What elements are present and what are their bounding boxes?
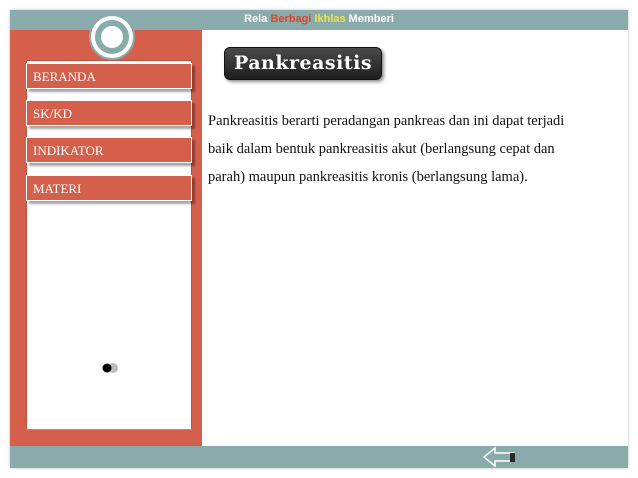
bottom-bar: [10, 446, 628, 468]
content-paragraph: [208, 107, 628, 191]
header-circle-ornament: [91, 16, 133, 58]
paragraph-line: parah) maupun pankreasitis kronis (berlangsung lama).: [208, 169, 528, 185]
sidebar-panel-foot: [26, 424, 192, 430]
sidebar-item-label: INDIKATOR: [33, 143, 104, 158]
sidebar-item-skkd[interactable]: [26, 100, 192, 126]
dot-bullet-icon: [101, 362, 121, 374]
tagline-word-berbagi: Berbagi: [270, 13, 312, 25]
page-title-badge: [224, 47, 382, 80]
sidebar-item-beranda[interactable]: [26, 63, 192, 89]
back-arrow-icon[interactable]: [482, 446, 518, 468]
sidebar-item-indikator[interactable]: [26, 137, 192, 163]
sidebar-item-label: MATERI: [33, 181, 82, 196]
sidebar-item-label: BERANDA: [33, 69, 96, 84]
paragraph-line: baik dalam bentuk pankreasitis akut (berlangsung cepat dan: [208, 141, 555, 157]
tagline-word-rela: Rela: [244, 13, 268, 25]
circle-inner: [99, 24, 125, 50]
tagline-word-memberi: Memberi: [348, 13, 394, 25]
paragraph-line: Pankreasitis berarti peradangan pankreas dan ini dapat terjadi: [208, 113, 565, 129]
sidebar-item-label: SK/KD: [33, 106, 73, 121]
page-title: Pankreasitis: [233, 52, 373, 74]
sidebar-item-materi[interactable]: [26, 175, 192, 201]
tagline-word-ikhlas: Ikhlas: [314, 13, 346, 25]
